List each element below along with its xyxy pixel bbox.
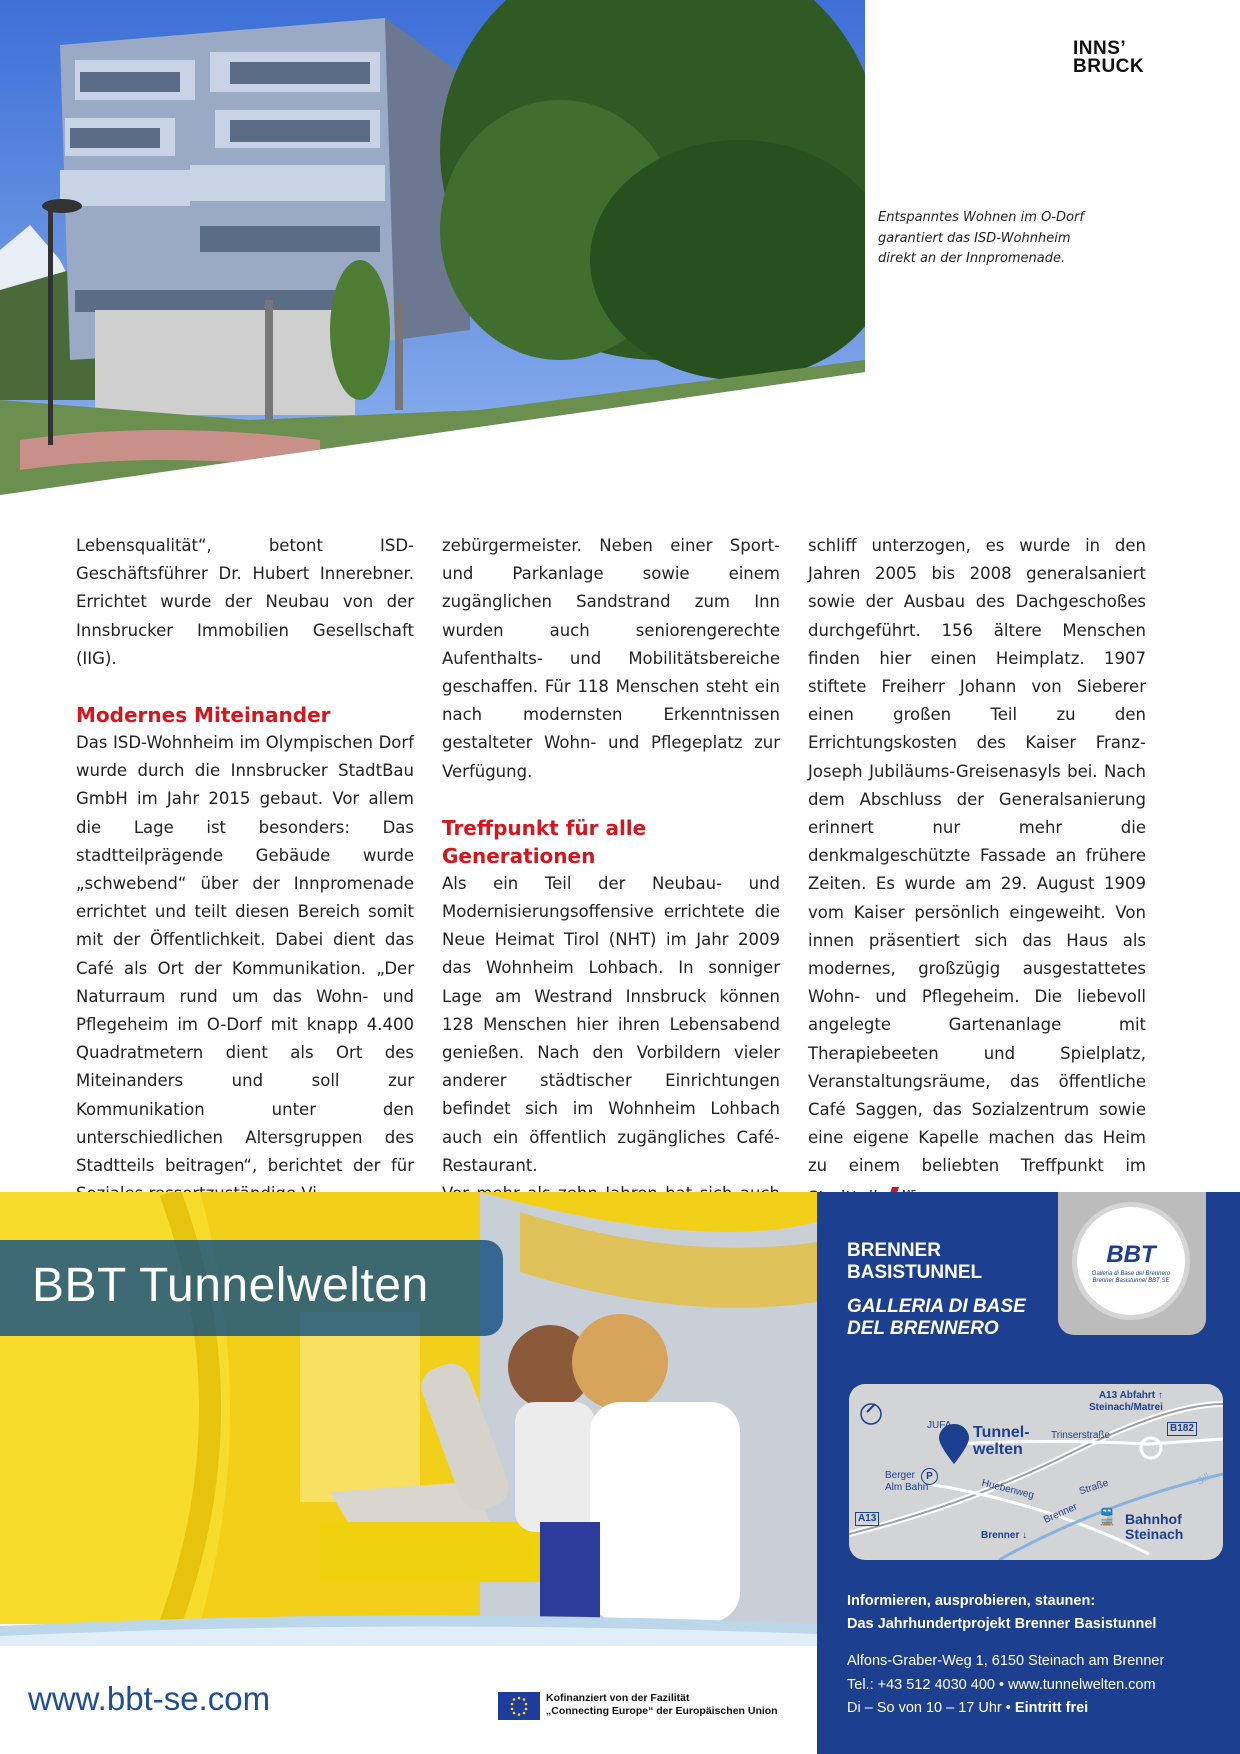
- map-label-jufa: JUFA: [927, 1420, 952, 1431]
- section-heading: Treffpunkt für alle Generationen: [442, 815, 647, 868]
- map-text: Berger: [885, 1470, 916, 1481]
- wave-decoration: [0, 1606, 817, 1646]
- innsbruck-logo: [1073, 40, 1144, 76]
- train-icon: 🚆: [1097, 1509, 1117, 1526]
- bbt-logo-subtitle: Galleria di Base del Brennero Brenner Basistunnel BBT SE: [1091, 1271, 1171, 1284]
- map-text: Tunnel-: [973, 1424, 1030, 1441]
- heading-line: BASISTUNNEL: [847, 1262, 983, 1283]
- contact-info: [847, 1650, 1164, 1721]
- paragraph: Das ISD-Wohnheim im Olympischen Dorf wurde durch die Innsbrucker StadtBau GmbH im Jahr 2015 gebaut. Vor allem die Lage ist besonders: Das stadtteilprägende Gebäude wurde „schwebend“ über der Innpromenade errichtet und teilt diesen Bereich somit mit der Öffentlichkeit. Dabei dient das Café als Ort der Kommunikation. „Der Naturraum rund um das Wohn- und Pflegeheim im O-Dorf mit knapp 4.400 Quadratmetern dient als Ort des Miteinanders und soll zur Kommunikation unter den unterschiedlichen Altersgruppen des Stadtteils beitragen“, berichtet der für: [76, 733, 414, 1176]
- map-label-a13: A13: [855, 1512, 879, 1526]
- map-label-b182: B182: [1167, 1422, 1197, 1436]
- map-label-trinserstrasse: Trinserstraße: [1051, 1430, 1111, 1441]
- info-headline: [847, 1590, 1156, 1636]
- info-line: Informieren, ausprobieren, staunen:: [847, 1593, 1096, 1609]
- eu-flag-icon: [498, 1692, 540, 1720]
- map-label-brenner-direction: Brenner ↓: [981, 1530, 1028, 1541]
- phone-website[interactable]: Tel.: +43 512 4030 400 • www.tunnelwelten.com: [847, 1676, 1156, 1693]
- article-column-2: [442, 532, 780, 1236]
- brenner-heading-it: [847, 1296, 1026, 1340]
- bbt-logo: [1072, 1202, 1190, 1320]
- map-label-tunnelwelten: [973, 1424, 1030, 1458]
- ad-website-link[interactable]: www.bbt-se.com: [28, 1680, 271, 1717]
- map-label-sill: Sill: [1194, 1471, 1212, 1488]
- parking-icon: P: [921, 1468, 938, 1485]
- map-label-bahnhof: [1125, 1512, 1183, 1542]
- logo-line-2: BRUCK: [1073, 56, 1145, 77]
- eu-line-1: Kofinanziert von der Fazilität: [546, 1692, 690, 1704]
- location-map[interactable]: [849, 1384, 1223, 1560]
- map-label-brenner-road: Brenner: [1042, 1501, 1080, 1526]
- brenner-heading-de: [847, 1240, 982, 1284]
- map-label-huebenweg: Huebenweg: [980, 1477, 1036, 1502]
- ad-info-panel: [817, 1192, 1240, 1754]
- map-label-strasse: Straße: [1077, 1477, 1110, 1498]
- bbt-advertisement: [0, 1192, 1240, 1754]
- opening-hours: [847, 1697, 1164, 1721]
- ad-title: BBT Tunnelwelten: [32, 1259, 429, 1312]
- building-illustration: [0, 0, 865, 495]
- photo-caption: Entspanntes Wohnen im O-Dorf garantiert das ISD-Wohnheim direkt an der Innpromenade.: [878, 210, 1084, 266]
- eu-line-2: „Connecting Europe“ der Europäischen Union: [546, 1705, 778, 1717]
- address: Alfons-Graber-Weg 1, 6150 Steinach am Brenner: [847, 1653, 1165, 1669]
- logo-line-1: INNS’: [1073, 38, 1127, 59]
- eu-funding-note: [546, 1692, 778, 1718]
- map-text: Alm Bahn: [885, 1482, 929, 1493]
- eu-stars-icon: [498, 1692, 540, 1720]
- section-heading: Modernes Miteinander: [76, 703, 331, 728]
- map-label-a13-exit: [1089, 1390, 1163, 1414]
- article-column-1: [76, 532, 414, 1208]
- heading-line: DEL BRENNERO: [847, 1318, 999, 1339]
- article-column-3: [808, 532, 1146, 1212]
- map-text: welten: [973, 1441, 1023, 1458]
- info-line: Das Jahrhundertprojekt Brenner Basistunnel: [847, 1616, 1157, 1632]
- bbt-logo-box: [1058, 1192, 1206, 1335]
- hero-photo: [0, 0, 865, 495]
- paragraph: Als ein Teil der Neubau- und Modernisierungsoffensive errichtete die Neue Heimat Tirol (NHT) im Jahr 2009 das Wohnheim Lohbach. In sonniger Lage am Westrand Innsbruck können 128 Menschen hier ihren Lebensabend genießen. Nach den Vorbildern vieler anderer städtischer Einrichtungen befindet sich im Wohnheim Lohbach auch ein öffentlich zugängliches Café-Restaurant.: [442, 873, 780, 1175]
- bbt-logo-name: BBT: [1106, 1241, 1156, 1268]
- map-text: Bahnhof: [1125, 1511, 1182, 1527]
- hours-text: Di – So von 10 – 17 Uhr •: [847, 1700, 1011, 1716]
- paragraph: zebürgermeister. Neben einer Sport- und Parkanlage sowie einem zugänglichen Sandstrand zum Inn wurden auch seniorengerechte Aufenthalts- und Mobilitätsbereiche geschaffen. Für 118 Menschen steht ein nach modernsten Erkenntnissen gestalteter Wohn- und Pflegeplatz zur Verfügung.: [442, 536, 780, 781]
- heading-line: BRENNER: [847, 1240, 941, 1261]
- heading-line: GALLERIA DI BASE: [847, 1296, 1026, 1317]
- map-text: Steinach: [1125, 1526, 1184, 1542]
- paragraph: schliff unterzogen, es wurde in den Jahren 2005 bis 2008 generalsaniert sowie der Ausbau des Dachgeschoßes durchgeführt. 156 ältere Menschen finden hier einen Heimplatz. 1907 stiftete Freiherr Johann von Sieberer einen großen Teil zu den Errichtungskosten des Kaiser Franz-Joseph Jubiläums-Greisenasyls bei. Nach dem Abschluss der Generalsanierung erinnert nur mehr die denkmalgeschützte Fassade an frühere Zeiten. Es wurde am 29. August 1909 vom Kaiser persönlich eingeweiht. Von innen präsentiert sich das Haus als modernes, großzügig ausgestattetes Wohn- und Pflegeheim. Die liebevoll angelegte Gartenanlage mit Therapiebeeten und Spielplatz, Veranstaltungsräume, das öffentliche Café Saggen, das Sozialzentrum sowie eine eigene Kapelle machen das Heim zu einem beliebten Treffpunkt im: [808, 536, 1146, 1176]
- entry-free: Eintritt frei: [1014, 1700, 1089, 1716]
- paragraph: Lebensqualität“, betont ISD-Geschäftsführer Dr. Hubert Innerebner. Errichtet wurde der Neubau von der Innsbrucker Immobilien Gesellschaft (IIG).: [76, 536, 414, 668]
- map-text: A13 Abfahrt ↑: [1098, 1390, 1163, 1401]
- map-text: Steinach/Matrei: [1089, 1402, 1163, 1413]
